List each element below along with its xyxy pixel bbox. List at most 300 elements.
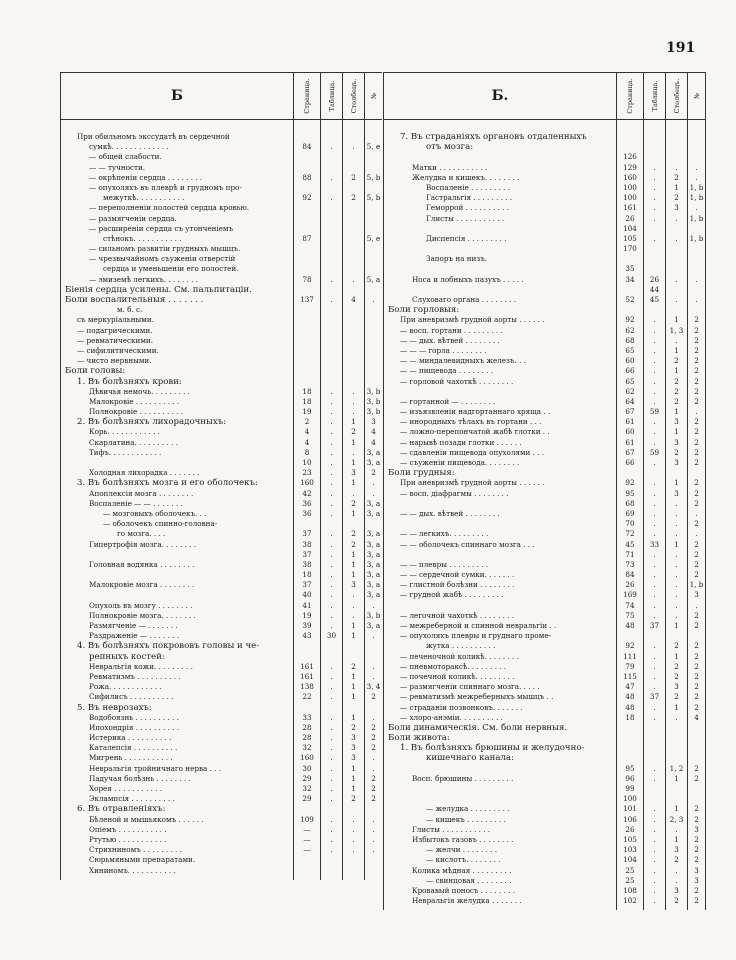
entry-value [321,132,342,142]
entry-value: . [653,478,656,488]
entry-value: . [695,274,698,284]
entry-value [644,723,665,733]
entry-value: 25 [625,875,635,885]
entry-value: . [372,295,375,304]
entry-text: Каталепсія . . . . . . . . . . [89,743,178,753]
entry-value [294,132,320,142]
entry-value [294,183,320,193]
entry-text: — опухоляхъ плевры и груднаго проме- [400,631,552,641]
entry-value: . [330,468,333,478]
entry-value: 73 [625,559,635,569]
entry-text: Боли головы: [65,366,126,377]
entry-value [343,264,364,274]
entry-value: . [330,621,333,630]
entry-value: 3 [351,743,356,753]
entry-value [666,468,687,478]
entry-value: 101 [623,804,637,814]
entry-value [343,163,364,173]
entry-value: 3 [674,682,679,692]
entry-value: 96 [625,773,635,783]
entry-value: 2 [351,794,356,804]
entry-text: Рожа. . . . . . . . . . . . [89,682,162,692]
entry-value: 34 [625,274,635,284]
entry-value [365,356,382,366]
entry-value: . [372,631,375,641]
entry-value: . [653,885,656,895]
entry-value: 2 [694,773,699,783]
entry-value [321,224,342,234]
entry-value: 64 [625,396,635,406]
entry-value: . [372,478,375,488]
entry-text: — — тучности. [89,162,146,172]
entry-value: 1, b [689,182,704,192]
entry-value: . [330,508,333,518]
entry-value: 2 [674,386,679,396]
entry-value: 3 [674,488,679,498]
entry-text: стѣнокъ. . . . . . . . . . . [103,233,182,243]
entry-text: — почечной коликѣ. . . . . . . . . [400,671,515,681]
entry-value: 28 [302,733,312,743]
entry-value: . [653,610,656,620]
entry-text: — — — горла . . . . . . . . [400,345,487,355]
entry-value: . [675,712,678,722]
entry-value [321,244,342,254]
entry-value [666,152,687,162]
entry-value: . [695,508,698,518]
entry-value: . [330,458,333,467]
entry-value [294,641,320,651]
entry-value: 1 [351,549,356,559]
letter-heading: Б [61,73,294,119]
entry-value: 2 [694,763,699,773]
entry-value: . [675,610,678,620]
entry-value: . [653,345,656,355]
entry-text: — — оболочекъ спиннаго мозга . . . [400,539,535,549]
entry-text: Боли грудныя: [388,468,455,479]
entry-value [365,315,382,325]
entry-value: . [653,570,656,580]
entry-value [321,366,342,376]
entry-text: — чрезвычайномъ съуженіи отверстій [89,254,236,264]
entry-value: 65 [625,345,635,355]
entry-value [688,305,705,315]
entry-value [688,631,705,641]
entry-value: 3, a [366,559,381,569]
entry-value [365,285,382,295]
entry-value: . [352,834,355,844]
entry-value: 3, a [366,508,381,518]
entry-value [294,203,320,213]
entry-text: — опухоляхъ въ плеврѣ и грудномъ про- [89,182,242,192]
entry-value: 67 [625,447,635,457]
entry-value [644,753,665,763]
entry-value: 37 [649,621,660,630]
entry-value: 3 [674,458,679,467]
entry-text: сумкѣ. . . . . . . . . . . . . [89,142,169,152]
entry-value: . [653,458,656,467]
entry-value: . [653,671,656,681]
entry-text: — сдавленіи пищевода опухолями . . . [400,447,545,457]
entry-value: . [330,845,333,855]
entry-value: 2 [694,845,699,855]
entry-value [294,244,320,254]
column-header-page: Страница. [617,73,644,119]
entry-value [343,641,364,651]
entry-value: 3 [371,417,376,427]
entry-value: 103 [623,845,637,855]
entry-text: Размягченіе — . . . . . . . [89,621,178,630]
column-column [666,120,688,910]
entry-text: Воспаленіе — — . . . . . . . [89,498,183,508]
entry-value [365,163,382,173]
entry-value: 129 [623,162,637,172]
entry-value [666,743,687,753]
entry-value: 106 [623,814,637,824]
entry-value: 4 [694,712,699,722]
index-table-left [60,72,382,880]
entry-value: . [330,570,333,580]
entry-value: . [372,824,375,834]
entry-value: 2 [694,702,699,712]
entry-value: . [695,600,698,610]
entry-value [666,264,687,274]
entry-value [321,163,342,173]
entry-value [365,132,382,142]
entry-column [384,120,617,910]
number-column [688,120,705,910]
entry-value: 3 [674,885,679,895]
entry-value: 3, a [366,539,381,549]
entry-value: 2 [371,733,376,743]
entry-value: 35 [625,264,635,274]
entry-value: 26 [625,580,635,590]
entry-value: . [330,529,333,539]
entry-value: 72 [625,529,635,539]
entry-value: . [330,722,333,732]
entry-value: 3, a [366,498,381,508]
entry-value [343,224,364,234]
entry-value: 1 [351,712,356,722]
entry-text: — чисто нервными. [77,356,152,366]
entry-value: 100 [623,193,637,203]
entry-value: 19 [302,610,312,620]
entry-value: 1 [351,437,356,447]
entry-value: 3, a [366,458,381,467]
entry-value: 160 [300,753,314,763]
entry-value [343,315,364,325]
entry-value [644,132,665,142]
entry-value: . [330,478,333,488]
entry-value: 2 [371,722,376,732]
entry-value: 28 [302,722,312,732]
entry-value: 67 [625,407,635,417]
entry-text: Гипертрофія мозга. . . . . . . . [89,539,197,549]
entry-value: 3, a [366,590,381,600]
entry-value [688,152,705,162]
entry-value: 3, b [366,396,381,406]
entry-value: . [653,865,656,875]
entry-value: 45 [649,295,660,304]
entry-value [365,152,382,162]
entry-value [294,703,320,713]
entry-text: го мозга. . . . [117,529,166,539]
entry-text: Опухоль въ мозгу . . . . . . . . [89,600,193,610]
entry-value [321,326,342,336]
entry-value: . [330,488,333,498]
entry-value: . [675,590,678,600]
entry-value [343,305,364,315]
entry-value [321,183,342,193]
entry-value: — [303,824,311,834]
entry-value [321,641,342,651]
entry-value: . [330,773,333,783]
entry-value [343,254,364,264]
entry-value [365,254,382,264]
entry-value: 22 [302,692,312,702]
entry-text: Диспепсія . . . . . . . . . [426,233,507,243]
entry-value: 30 [326,631,337,641]
entry-value: . [330,396,333,406]
entry-value: . [653,162,656,172]
entry-value: 2 [371,794,376,804]
entry-value: 3, a [366,529,381,539]
entry-value [365,326,382,336]
entry-value: 68 [625,335,635,345]
entry-value [666,132,687,142]
entry-value [365,855,382,865]
entry-value: . [653,335,656,345]
entry-value: . [675,162,678,172]
entry-value: 59 [649,447,660,457]
entry-value [617,305,643,315]
entry-value: . [330,692,333,702]
entry-text: При обильномъ экссудатѣ въ сердечной [77,132,230,141]
entry-text: Бѣленой и мышьякомъ . . . . . . [89,814,204,824]
entry-value: . [653,172,656,182]
entry-value: 2 [351,722,356,732]
entry-value: 3 [694,875,699,885]
entry-value: 29 [302,773,312,783]
entry-value: 30 [302,763,312,773]
entry-value [365,203,382,213]
page-column [617,120,644,910]
entry-value: . [675,498,678,508]
entry-value: 3 [351,580,356,590]
entry-text: Глисты . . . . . . . . . . . [412,824,491,834]
entry-value [666,244,687,254]
column-column [343,120,365,880]
entry-value: . [330,539,333,549]
entry-text: Глисты . . . . . . . . . . . [426,213,505,223]
entry-value: 2 [694,885,699,895]
entry-value [365,377,382,387]
entry-value: 2 [694,682,699,692]
entry-text: — эмиземѣ легкихъ. . . . . . . . [89,274,199,284]
entry-value: . [352,386,355,396]
entry-value: . [352,610,355,620]
entry-value: 1 [674,804,679,814]
entry-text: Полнокровіе мозга. . . . . . . . [89,610,196,620]
entry-text [388,784,614,794]
entry-value: 2 [694,488,699,498]
entry-value: . [330,447,333,457]
entry-value: 1 [674,539,679,549]
entry-value: 1 [351,692,356,702]
entry-text: — кислотъ. . . . . . . . [426,855,501,865]
entry-text [388,550,614,560]
entry-value: 8 [304,447,310,457]
entry-value: 4 [371,437,376,447]
entry-value: . [653,804,656,814]
entry-value: 1 [674,478,679,488]
entry-value [294,519,320,529]
entry-value: 2 [694,661,699,671]
entry-text: — свинцовая . . . . . . . . [426,875,512,885]
entry-text: Ревматизмъ . . . . . . . . . . [89,671,181,681]
column-header-column: Столбецъ. [666,73,688,119]
entry-value: . [653,682,656,692]
entry-value: . [330,733,333,743]
entry-value: 36 [302,508,312,518]
entry-value: 2 [351,498,356,508]
entry-value: 45 [625,539,635,549]
entry-value: . [695,407,698,417]
entry-text: 6. Въ отравленіяхъ: [77,804,166,815]
entry-value: 1 [351,621,356,630]
entry-value: 1 [351,508,356,518]
entry-value: . [330,295,333,304]
entry-value: . [675,508,678,518]
entry-text [65,458,291,468]
entry-value [365,183,382,193]
entry-value: 1 [674,427,679,437]
entry-text: При аневризмѣ грудной аорты . . . . . . [400,478,545,488]
entry-value: 59 [649,407,660,417]
entry-value [321,346,342,356]
entry-value [644,784,665,794]
entry-column [61,120,294,880]
entry-text: — легочной чахоткѣ . . . . . . . . [400,610,515,620]
entry-text: — размягченіи спиннаго мозга. . . . . [400,682,540,692]
entry-value [644,142,665,152]
entry-value: . [352,824,355,834]
entry-value: 40 [302,590,312,600]
entry-value [688,723,705,733]
entry-value: 1 [351,417,356,427]
entry-value: 2 [694,386,699,396]
entry-value: 3, a [366,549,381,559]
entry-value: 2 [674,671,679,681]
entry-value [365,866,382,876]
entry-value: 92 [625,478,635,488]
entry-value [294,326,320,336]
entry-value: 84 [302,142,312,152]
entry-value: . [330,794,333,804]
entry-value: . [675,549,678,559]
entry-value: 2 [694,539,699,549]
entry-value: 79 [625,661,635,671]
table-header [384,73,705,120]
entry-value: 161 [300,661,314,671]
entry-value: 2 [304,417,310,427]
entry-value [666,631,687,641]
entry-value [321,152,342,162]
entry-value [617,733,643,743]
entry-text: Тифъ. . . . . . . . . . . . [89,447,162,457]
entry-value: . [675,824,678,834]
entry-value [321,214,342,224]
entry-text: Матки . . . . . . . . . . . [412,162,488,172]
entry-value: 42 [302,488,312,498]
entry-text: 7. Въ страданіяхъ органовъ отдаленныхъ [400,132,587,142]
entry-value: 169 [623,590,637,600]
entry-value [666,723,687,733]
entry-text [65,570,291,580]
entry-text: Апоплексія мозга . . . . . . . . [89,488,194,498]
entry-value: . [352,407,355,417]
entry-value: 105 [623,834,637,844]
entry-value: 1, b [689,580,704,590]
entry-value [644,305,665,315]
entry-value [343,183,364,193]
entry-value [688,224,705,234]
entry-value: . [352,447,355,457]
entry-value: 1, 2 [669,763,684,773]
entry-value: . [330,824,333,834]
column-header-column: Столбецъ. [343,73,365,119]
entry-value: 2 [351,193,356,203]
entry-value: . [653,549,656,559]
entry-value: 39 [302,621,312,630]
entry-value: 1 [351,773,356,783]
entry-value: 10 [302,458,312,467]
entry-text: — гортанной — . . . . . . . . [400,396,496,406]
entry-value: 109 [300,814,314,824]
entry-value: . [372,712,375,722]
entry-value: . [675,580,678,590]
entry-text: Боли динамическія. См. боли нервныя. [388,722,568,733]
table-column [321,120,343,880]
entry-value: 160 [300,478,314,488]
entry-value: 62 [625,325,635,335]
entry-value: — [303,845,311,855]
entry-value: 2 [694,621,699,630]
entry-value: 1 [674,773,679,783]
entry-text [388,264,614,274]
entry-text: — ревматическими. [77,335,153,345]
entry-value [365,305,382,315]
entry-value: 2 [674,447,679,457]
entry-value: . [330,671,333,681]
entry-value [294,336,320,346]
entry-value: 61 [625,417,635,427]
entry-value: 2 [694,335,699,345]
entry-value [343,366,364,376]
entry-value [365,519,382,529]
entry-value: . [653,437,656,447]
entry-text: Истерика . . . . . . . . . . [89,733,172,743]
entry-value: 100 [623,182,637,192]
entry-value: . [653,855,656,865]
entry-value [343,866,364,876]
entry-value: . [653,600,656,610]
entry-value: . [330,743,333,753]
entry-text: Колика мѣдная . . . . . . . . . [412,865,512,875]
entry-value: 3, a [366,621,381,630]
entry-value: 48 [625,621,635,630]
entry-value [644,733,665,743]
entry-text: Скарлатина. . . . . . . . . . [89,437,178,447]
